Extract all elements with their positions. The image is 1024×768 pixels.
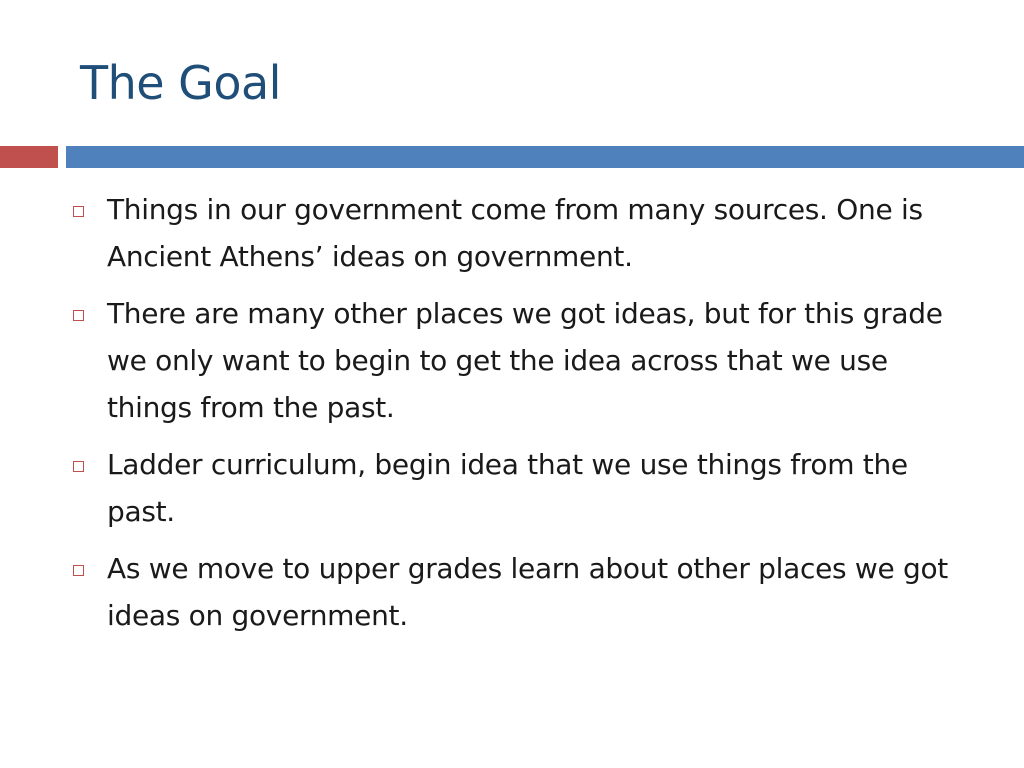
hollow-square-bullet-icon <box>73 565 84 576</box>
slide-title: The Goal <box>80 56 281 110</box>
bullet-text: As we move to upper grades learn about other places we got ideas on government. <box>107 552 948 632</box>
bullet-item <box>70 441 970 535</box>
bullet-text: Things in our government come from many sources. One is Ancient Athens’ ideas on government. <box>107 193 923 273</box>
bullet-item <box>70 186 970 280</box>
bullet-text: Ladder curriculum, begin idea that we use things from the past. <box>107 448 908 528</box>
hollow-square-bullet-icon <box>73 310 84 321</box>
bullet-item <box>70 290 970 431</box>
bullet-item <box>70 545 970 639</box>
title-rule-left-accent <box>0 146 58 168</box>
hollow-square-bullet-icon <box>73 206 84 217</box>
hollow-square-bullet-icon <box>73 461 84 472</box>
bullet-text: There are many other places we got ideas, but for this grade we only want to begin to get the idea across that we use things from the past. <box>107 297 943 424</box>
title-rule-right-bar <box>66 146 1024 168</box>
bullet-list <box>70 186 970 649</box>
